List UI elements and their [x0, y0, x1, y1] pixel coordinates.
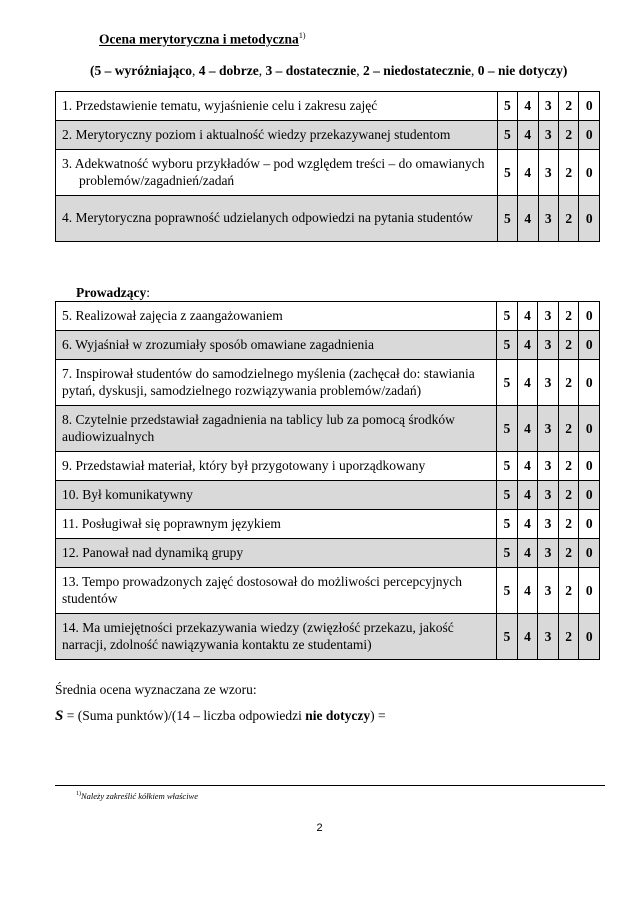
- score-option[interactable]: 3: [538, 302, 559, 331]
- scale-close: ): [562, 63, 568, 78]
- content-evaluation-table: [55, 91, 600, 242]
- score-option[interactable]: 5: [497, 406, 518, 452]
- table-row: [56, 452, 600, 481]
- score-option[interactable]: 2: [558, 331, 579, 360]
- criterion-text: 3. Adekwatność wyboru przykładów – pod względem treści – do omawianych problemów/zagadnień/zadań: [62, 156, 485, 188]
- criterion-text: 6. Wyjaśniał w zrozumiały sposób omawiane zagadnienia: [56, 331, 497, 360]
- score-option[interactable]: 4: [517, 406, 538, 452]
- score-option[interactable]: 4: [518, 121, 538, 150]
- score-option[interactable]: 0: [579, 539, 600, 568]
- score-option[interactable]: 5: [497, 452, 518, 481]
- footnote: [76, 791, 198, 801]
- score-option[interactable]: 2: [558, 481, 579, 510]
- table-row: [56, 302, 600, 331]
- score-option[interactable]: 0: [579, 331, 600, 360]
- scale-2: 2 – niedostatecznie: [362, 63, 471, 78]
- scoring-scale: [90, 63, 567, 79]
- title-text: Ocena merytoryczna i metodyczna: [99, 31, 299, 47]
- criterion-text: 14. Ma umiejętności przekazywania wiedzy (zwięzłość przekazu, jakość narracji, zdolność nawiązywania kontaktu ze studentami): [56, 614, 497, 660]
- section-label: [76, 285, 150, 301]
- score-option[interactable]: 5: [497, 150, 517, 196]
- score-option[interactable]: 3: [538, 92, 558, 121]
- score-option[interactable]: 4: [517, 331, 538, 360]
- title-footnote-mark: 1): [298, 31, 306, 40]
- criterion-text: 2. Merytoryczny poziom i aktualność wiedzy przekazywanej studentom: [56, 121, 498, 150]
- footnote-mark: 1): [76, 791, 81, 798]
- criterion-cell: [56, 196, 498, 242]
- table-row: [56, 196, 600, 242]
- score-option[interactable]: 0: [579, 406, 600, 452]
- score-option[interactable]: 5: [497, 614, 518, 660]
- score-option[interactable]: 0: [579, 568, 600, 614]
- score-option[interactable]: 3: [538, 568, 559, 614]
- score-option[interactable]: 3: [538, 510, 559, 539]
- formula-part2: ) =: [370, 708, 386, 723]
- score-option[interactable]: 4: [517, 302, 538, 331]
- score-option[interactable]: 4: [518, 92, 538, 121]
- score-option[interactable]: 3: [538, 406, 559, 452]
- score-option[interactable]: 3: [538, 331, 559, 360]
- table-row: [56, 568, 600, 614]
- scale-sep: ,: [191, 63, 199, 78]
- score-option[interactable]: 5: [497, 92, 517, 121]
- instructor-evaluation-table: [55, 301, 600, 660]
- score-option[interactable]: 3: [538, 360, 559, 406]
- score-option[interactable]: 3: [538, 539, 559, 568]
- criterion-text: 13. Tempo prowadzonych zajęć dostosował do możliwości percepcyjnych studentów: [56, 568, 497, 614]
- criterion-text: 10. Był komunikatywny: [56, 481, 497, 510]
- score-option[interactable]: 5: [497, 568, 518, 614]
- section-label-text: Prowadzący: [76, 285, 147, 300]
- score-option[interactable]: 0: [579, 196, 600, 242]
- scale-0: 0 – nie dotyczy: [477, 63, 563, 78]
- score-option[interactable]: 0: [579, 614, 600, 660]
- score-option[interactable]: 0: [579, 481, 600, 510]
- table-row: [56, 406, 600, 452]
- scale-sep: ,: [470, 63, 478, 78]
- score-option[interactable]: 5: [497, 539, 518, 568]
- score-option[interactable]: 4: [517, 360, 538, 406]
- score-option[interactable]: 2: [558, 406, 579, 452]
- criterion-text: 4. Merytoryczna poprawność udzielanych odpowiedzi na pytania studentów: [62, 210, 473, 226]
- scale-5: 5 – wyróżniająco: [94, 63, 192, 78]
- score-option[interactable]: 3: [538, 614, 559, 660]
- score-option[interactable]: 2: [558, 150, 578, 196]
- table-row: [56, 360, 600, 406]
- score-option[interactable]: 5: [497, 481, 518, 510]
- criterion-text: 11. Posługiwał się poprawnym językiem: [56, 510, 497, 539]
- score-option[interactable]: 3: [538, 121, 558, 150]
- score-option[interactable]: 4: [517, 510, 538, 539]
- scale-sep: ,: [258, 63, 266, 78]
- score-option[interactable]: 5: [497, 360, 518, 406]
- score-option[interactable]: 0: [579, 360, 600, 406]
- score-option[interactable]: 5: [497, 196, 517, 242]
- score-option[interactable]: 2: [558, 92, 578, 121]
- table-row: [56, 121, 600, 150]
- score-option[interactable]: 3: [538, 150, 558, 196]
- criterion-cell: [56, 150, 498, 196]
- formula-symbol: S: [55, 708, 64, 724]
- score-option[interactable]: 4: [518, 196, 538, 242]
- score-option[interactable]: 4: [517, 539, 538, 568]
- section-colon: :: [146, 285, 151, 300]
- score-option[interactable]: 0: [579, 92, 600, 121]
- table-row: [56, 150, 600, 196]
- score-option[interactable]: 0: [579, 302, 600, 331]
- table-row: [56, 92, 600, 121]
- score-option[interactable]: 5: [497, 302, 518, 331]
- scale-3: 3 – dostatecznie: [265, 63, 357, 78]
- score-option[interactable]: 4: [517, 481, 538, 510]
- score-option[interactable]: 3: [538, 196, 558, 242]
- criterion-text: 7. Inspirował studentów do samodzielnego myślenia (zachęcał do: stawiania pytań, dyskusji, samodzielnego rozwiązywania problemów/zadań): [56, 360, 497, 406]
- score-option[interactable]: 0: [579, 452, 600, 481]
- footnote-divider: [55, 785, 605, 786]
- score-option[interactable]: 2: [558, 452, 579, 481]
- score-option[interactable]: 3: [538, 452, 559, 481]
- table-row: [56, 539, 600, 568]
- score-option[interactable]: 4: [517, 568, 538, 614]
- criterion-text: 9. Przedstawiał materiał, który był przygotowany i uporządkowany: [56, 452, 497, 481]
- page-title: [99, 31, 305, 48]
- table-row: [56, 614, 600, 660]
- score-option[interactable]: 0: [579, 510, 600, 539]
- criterion-text: 1. Przedstawienie tematu, wyjaśnienie celu i zakresu zajęć: [56, 92, 498, 121]
- formula-intro: Średnia ocena wyznaczana ze wzoru:: [55, 682, 257, 697]
- scale-4: 4 – dobrze: [198, 63, 259, 78]
- formula-part1: = (Suma punktów)/(14 – liczba odpowiedzi: [63, 708, 306, 723]
- table-row: [56, 481, 600, 510]
- table-row: [56, 510, 600, 539]
- score-option[interactable]: 2: [558, 568, 579, 614]
- score-option[interactable]: 2: [558, 614, 579, 660]
- average-formula: [55, 708, 386, 725]
- score-option[interactable]: 2: [558, 539, 579, 568]
- scale-sep: ,: [356, 63, 363, 78]
- score-option[interactable]: 4: [518, 150, 538, 196]
- score-option[interactable]: 2: [558, 121, 578, 150]
- score-option[interactable]: 2: [558, 196, 578, 242]
- score-option[interactable]: 0: [579, 150, 600, 196]
- score-option[interactable]: 2: [558, 302, 579, 331]
- formula-bold: nie dotyczy: [305, 708, 371, 723]
- criterion-text: 8. Czytelnie przedstawiał zagadnienia na tablicy lub za pomocą środków audiowizualnych: [56, 406, 497, 452]
- score-option[interactable]: 2: [558, 360, 579, 406]
- score-option[interactable]: 4: [517, 614, 538, 660]
- score-option[interactable]: 2: [558, 510, 579, 539]
- score-option[interactable]: 3: [538, 481, 559, 510]
- criterion-text: 12. Panował nad dynamiką grupy: [56, 539, 497, 568]
- score-option[interactable]: 5: [497, 121, 517, 150]
- score-option[interactable]: 5: [497, 331, 518, 360]
- criterion-text: 5. Realizował zajęcia z zaangażowaniem: [56, 302, 497, 331]
- footnote-text: Należy zakreślić kółkiem właściwe: [81, 791, 199, 801]
- score-option[interactable]: 4: [517, 452, 538, 481]
- page-number: 2: [316, 822, 323, 834]
- score-option[interactable]: 0: [579, 121, 600, 150]
- scale-open: (: [90, 63, 95, 78]
- score-option[interactable]: 5: [497, 510, 518, 539]
- table-row: [56, 331, 600, 360]
